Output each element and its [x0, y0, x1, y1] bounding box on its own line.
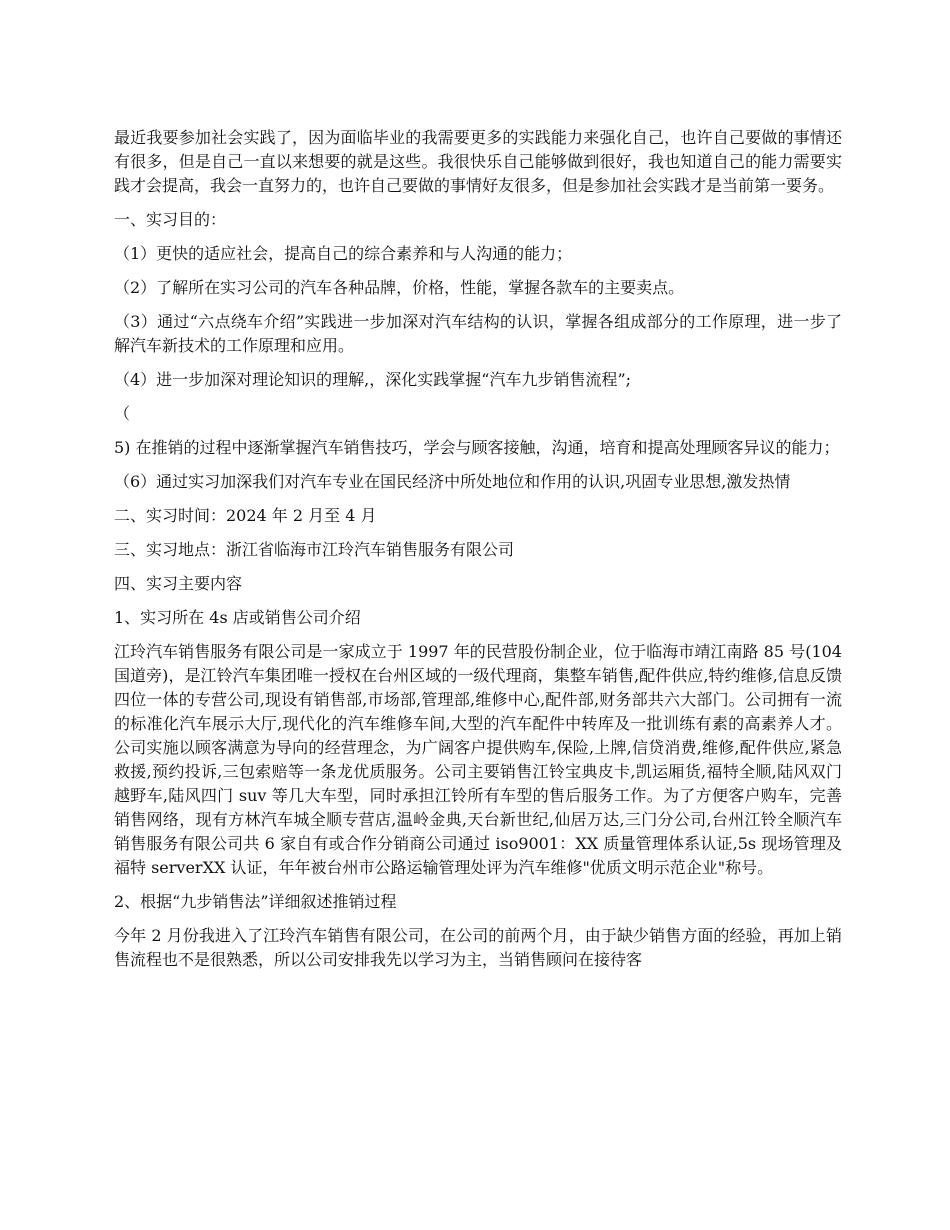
- section-heading-time: 二、实习时间：2024 年 2 月至 4 月: [114, 506, 377, 525]
- section-heading-content: 四、实习主要内容: [114, 574, 243, 593]
- purpose-item-6: （6）通过实习加深我们对汽车专业在国民经济中所处地位和作用的认识,巩固专业思想,激发热情: [114, 472, 791, 491]
- stray-bracket-line: （: [114, 404, 131, 423]
- company-intro-paragraph: 江玲汽车销售服务有限公司是一家成立于 1997 年的民营股份制企业，位于临海市靖江南路 85 号(104 国道旁)，是江铃汽车集团唯一授权在台州区域的一级代理商，集整车销售,配件供应,特约维修,信息反馈四位一体的专营公司,现设有销售部,市场部,管理部,维修中心,配件部,财务部共六大部门。公司拥有一流的标准化汽车展示大厅,现代化的汽车维修车间,大型的汽车配件中转库及一批训练有素的高素养人才。公司实施以顾客满意为导向的经营理念，为广阔客户提供购车,保险,上牌,信贷消费,维修,配件供应,紧急救援,预约投诉,三包索赔等一条龙优质服务。公司主要销售江铃宝典皮卡,凯运厢货,福特全顺,陆风双门越野车,陆风四门 suv 等几大车型，同时承担江铃所有车型的售后服务工作。为了方便客户购车，完善销售网络，现有方林汽车城全顺专营店,温岭金典,天台新世纪,仙居万达,三门分公司,台州江铃全顺汽车销售服务有限公司共 6 家自有或合作分销商公司通过 iso9001：XX 质量管理体系认证,5s 现场管理及福特 serverXX 认证，年年被台州市公路运输管理处评为汽车维修"优质文明示范企业"称号。: [114, 642, 842, 877]
- section-heading-location: 三、实习地点：浙江省临海市江玲汽车销售服务有限公司: [114, 540, 515, 559]
- purpose-item-5: 5) 在推销的过程中逐渐掌握汽车销售技巧，学会与顾客接触，沟通，培育和提高处理顾客异议的能力；: [114, 438, 840, 457]
- intro-paragraph: 最近我要参加社会实践了，因为面临毕业的我需要更多的实践能力来强化自己，也许自己要做的事情还有很多，但是自己一直以来想要的就是这些。我很快乐自己能够做到很好，我也知道自己的能力需要实践才会提高，我会一直努力的，也许自己要做的事情好友很多，但是参加社会实践才是当前第一要务。: [114, 128, 842, 195]
- subheading-nine-step-sales: 2、根据“九步销售法”详细叙述推销过程: [114, 892, 397, 911]
- purpose-item-3: （3）通过“六点绕车介绍”实践进一步加深对汽车结构的认识，掌握各组成部分的工作原理，进一步了解汽车新技术的工作原理和应用。: [114, 312, 842, 355]
- sales-process-paragraph: 今年 2 月份我进入了江玲汽车销售有限公司，在公司的前两个月，由于缺少销售方面的经验，再加上销售流程也不是很熟悉，所以公司安排我先以学习为主，当销售顾问在接待客: [114, 926, 842, 969]
- purpose-item-4: （4）进一步加深对理论知识的理解,，深化实践掌握“汽车九步销售流程”;: [114, 370, 632, 389]
- document-page: [114, 126, 842, 982]
- subheading-company-intro: 1、实习所在 4s 店或销售公司介绍: [114, 608, 361, 627]
- purpose-item-2: （2）了解所在实习公司的汽车各种品牌，价格，性能，掌握各款车的主要卖点。: [114, 278, 685, 297]
- section-heading-purpose: 一、实习目的：: [114, 210, 227, 229]
- purpose-item-1: （1）更快的适应社会，提高自己的综合素养和与人沟通的能力；: [114, 244, 573, 263]
